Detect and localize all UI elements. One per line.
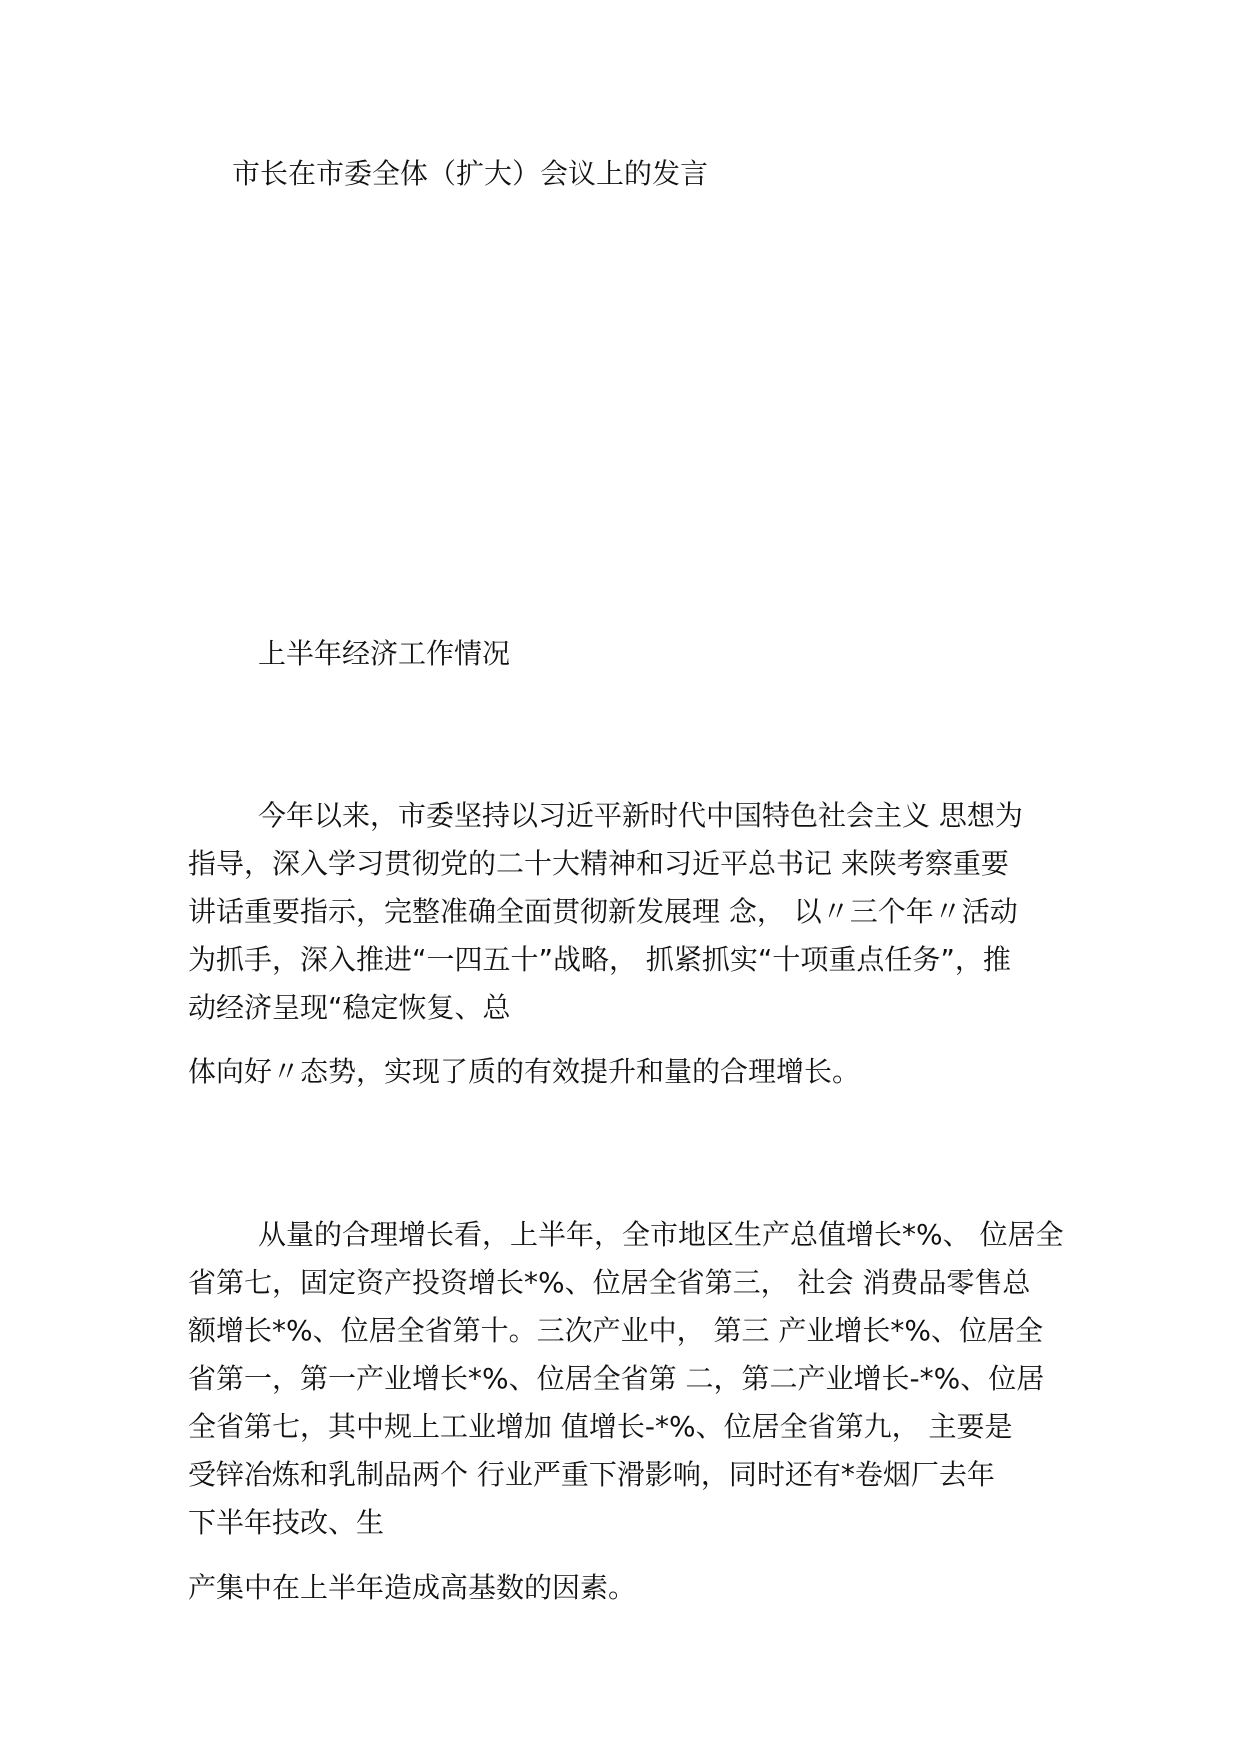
paragraph1-continuation: 体向好〃态势，实现了质的有效提升和量的合理增长。 bbox=[188, 1055, 861, 1088]
paragraph1-line-2: 指导，深入学习贯彻党的二十大精神和习近平总书记 来陕考察重要 bbox=[188, 847, 1009, 880]
paragraph1-line-5: 动经济呈现“稳定恢复、总 bbox=[188, 991, 511, 1024]
paragraph2-line-7: 下半年技改、生 bbox=[188, 1506, 385, 1539]
paragraph2-line-2: 省第七，固定资产投资增长*%、位居全省第三， 社会 消费品零售总 bbox=[188, 1266, 1031, 1299]
paragraph2-continuation: 产集中在上半年造成高基数的因素。 bbox=[188, 1571, 637, 1604]
paragraph2-line-3: 额增长*%、位居全省第十。三次产业中， 第三 产业增长*%、位居全 bbox=[188, 1314, 1044, 1347]
paragraph1-line-1: 今年以来，市委坚持以习近平新时代中国特色社会主义 思想为 bbox=[258, 799, 1023, 832]
paragraph2-line-1: 从量的合理增长看，上半年，全市地区生产总值增长*%、 位居全 bbox=[258, 1218, 1064, 1251]
paragraph2-line-6: 受锌冶炼和乳制品两个 行业严重下滑影响，同时还有*卷烟厂去年 bbox=[188, 1458, 995, 1491]
paragraph2-line-4: 省第一，第一产业增长*%、位居全省第 二，第二产业增长-*%、位居 bbox=[188, 1362, 1045, 1395]
paragraph1-line-3: 讲话重要指示，完整准确全面贯彻新发展理 念， 以〃三个年〃活动 bbox=[188, 895, 1018, 928]
section-heading: 上半年经济工作情况 bbox=[258, 637, 511, 670]
document-title: 市长在市委全体（扩大）会议上的发言 bbox=[232, 157, 709, 190]
paragraph1-line-4: 为抓手，深入推进“一四五十”战略， 抓紧抓实“十项重点任务”，推 bbox=[188, 943, 1011, 976]
paragraph2-line-5: 全省第七，其中规上工业增加 值增长-*%、位居全省第九， 主要是 bbox=[188, 1410, 1013, 1443]
